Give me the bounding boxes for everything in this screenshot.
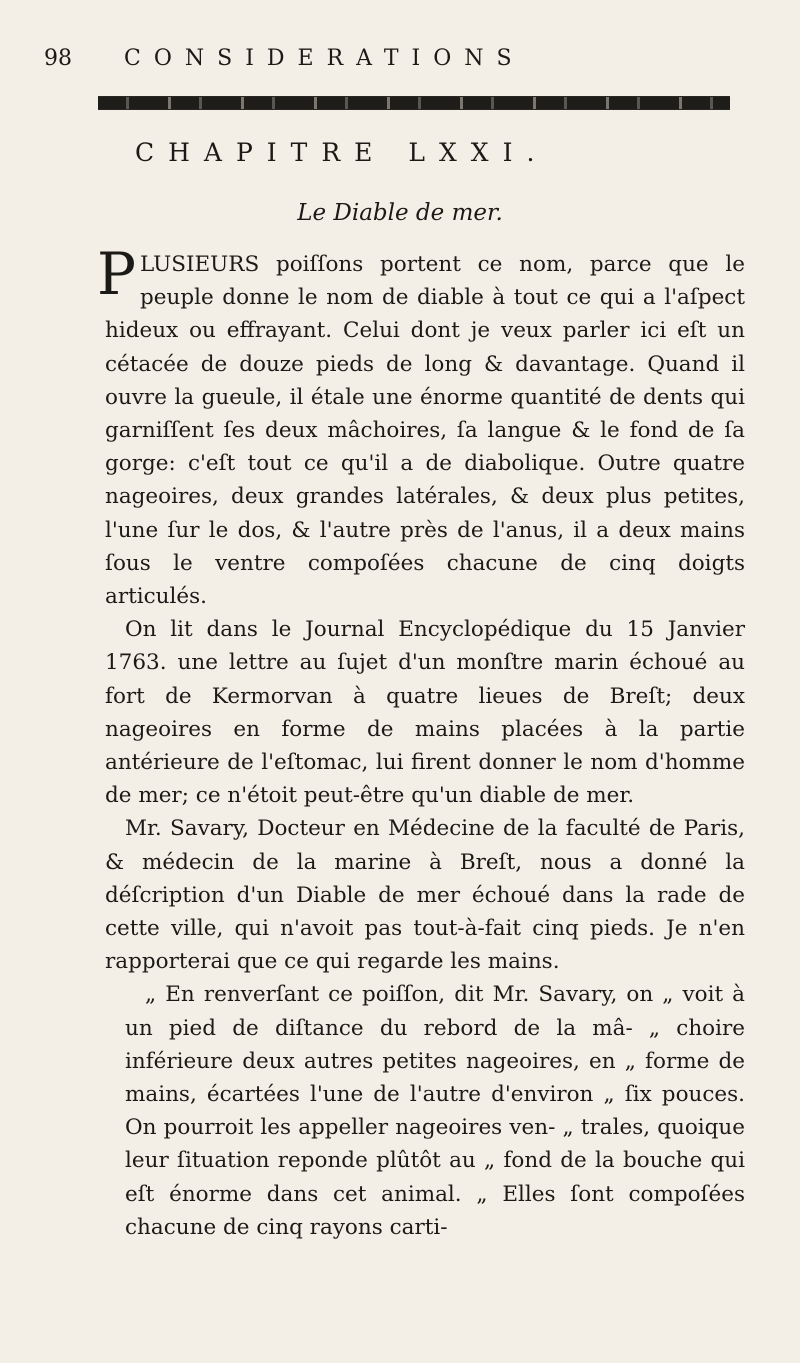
page-number: 98 [44, 46, 72, 71]
drop-cap: P [97, 240, 137, 308]
paragraph-3: Mr. Savary, Docteur en Médecine de la faculté de Paris, & médecin de la marine à Breſt, nous a donné la déſcription d'un Diable de mer échoué dans la rade de cette ville, qui n'avoit pas tout-à-fait cinq pieds. Je n'en rapporterai que ce qui regarde les mains. [105, 816, 745, 975]
ornamental-rule [98, 96, 730, 110]
paragraph-1-text: LUSIEURS poiſſons portent ce nom, parce que le peuple donne le nom de diable à tout ce qui a l'aſpect hideux ou effrayant. Celui dont je veux parler ici eſt un cétacée de douze pieds de long & davantage. Quand il ouvre la gueule, il étale une énorme quantité de dents qui garniſſent ſes deux mâchoires, ſa langue & le fond de ſa gorge: c'eſt tout ce qu'il a de diabolique. Outre quatre nageoires, deux grandes latérales, & deux plus petites, l'une ſur le dos, & l'autre près de l'anus, il a deux mains ſous le ventre compoſées chacune de cinq doigts articulés. [105, 252, 745, 610]
running-head [44, 46, 714, 71]
chapter-heading: CHAPITRE LXXI. [135, 138, 549, 167]
quoted-paragraph: „ En renverſant ce poiſſon, dit Mr. Savary, on „ voit à un pied de diſtance du rebord de la mâ- „ choire inférieure deux autres petites nageoires, en „ forme de mains, écartées l'une de l'autre d'environ „ ſix pouces. On pourroit les appeller nageoires ven- „ trales, quoique leur ſituation reponde plûtôt au „ fond de la bouche qui eſt énorme dans cet animal. „ Elles ſont compoſées chacune de cinq rayons carti- [125, 982, 745, 1240]
body-text [97, 240, 745, 1244]
paragraph-1 [97, 240, 745, 613]
paragraph-2: On lit dans le Journal Encyclopédique du 15 Janvier 1763. une lettre au ſujet d'un monſtre marin échoué au fort de Kermorvan à quatre lieues de Breſt; deux nageoires en forme de mains placées à la partie antérieure de l'eſtomac, lui firent donner le nom d'homme de mer; ce n'étoit peut-être qu'un diable de mer. [105, 617, 745, 809]
running-title: CONSIDERATIONS [124, 46, 525, 71]
section-subtitle: Le Diable de mer. [297, 200, 503, 226]
